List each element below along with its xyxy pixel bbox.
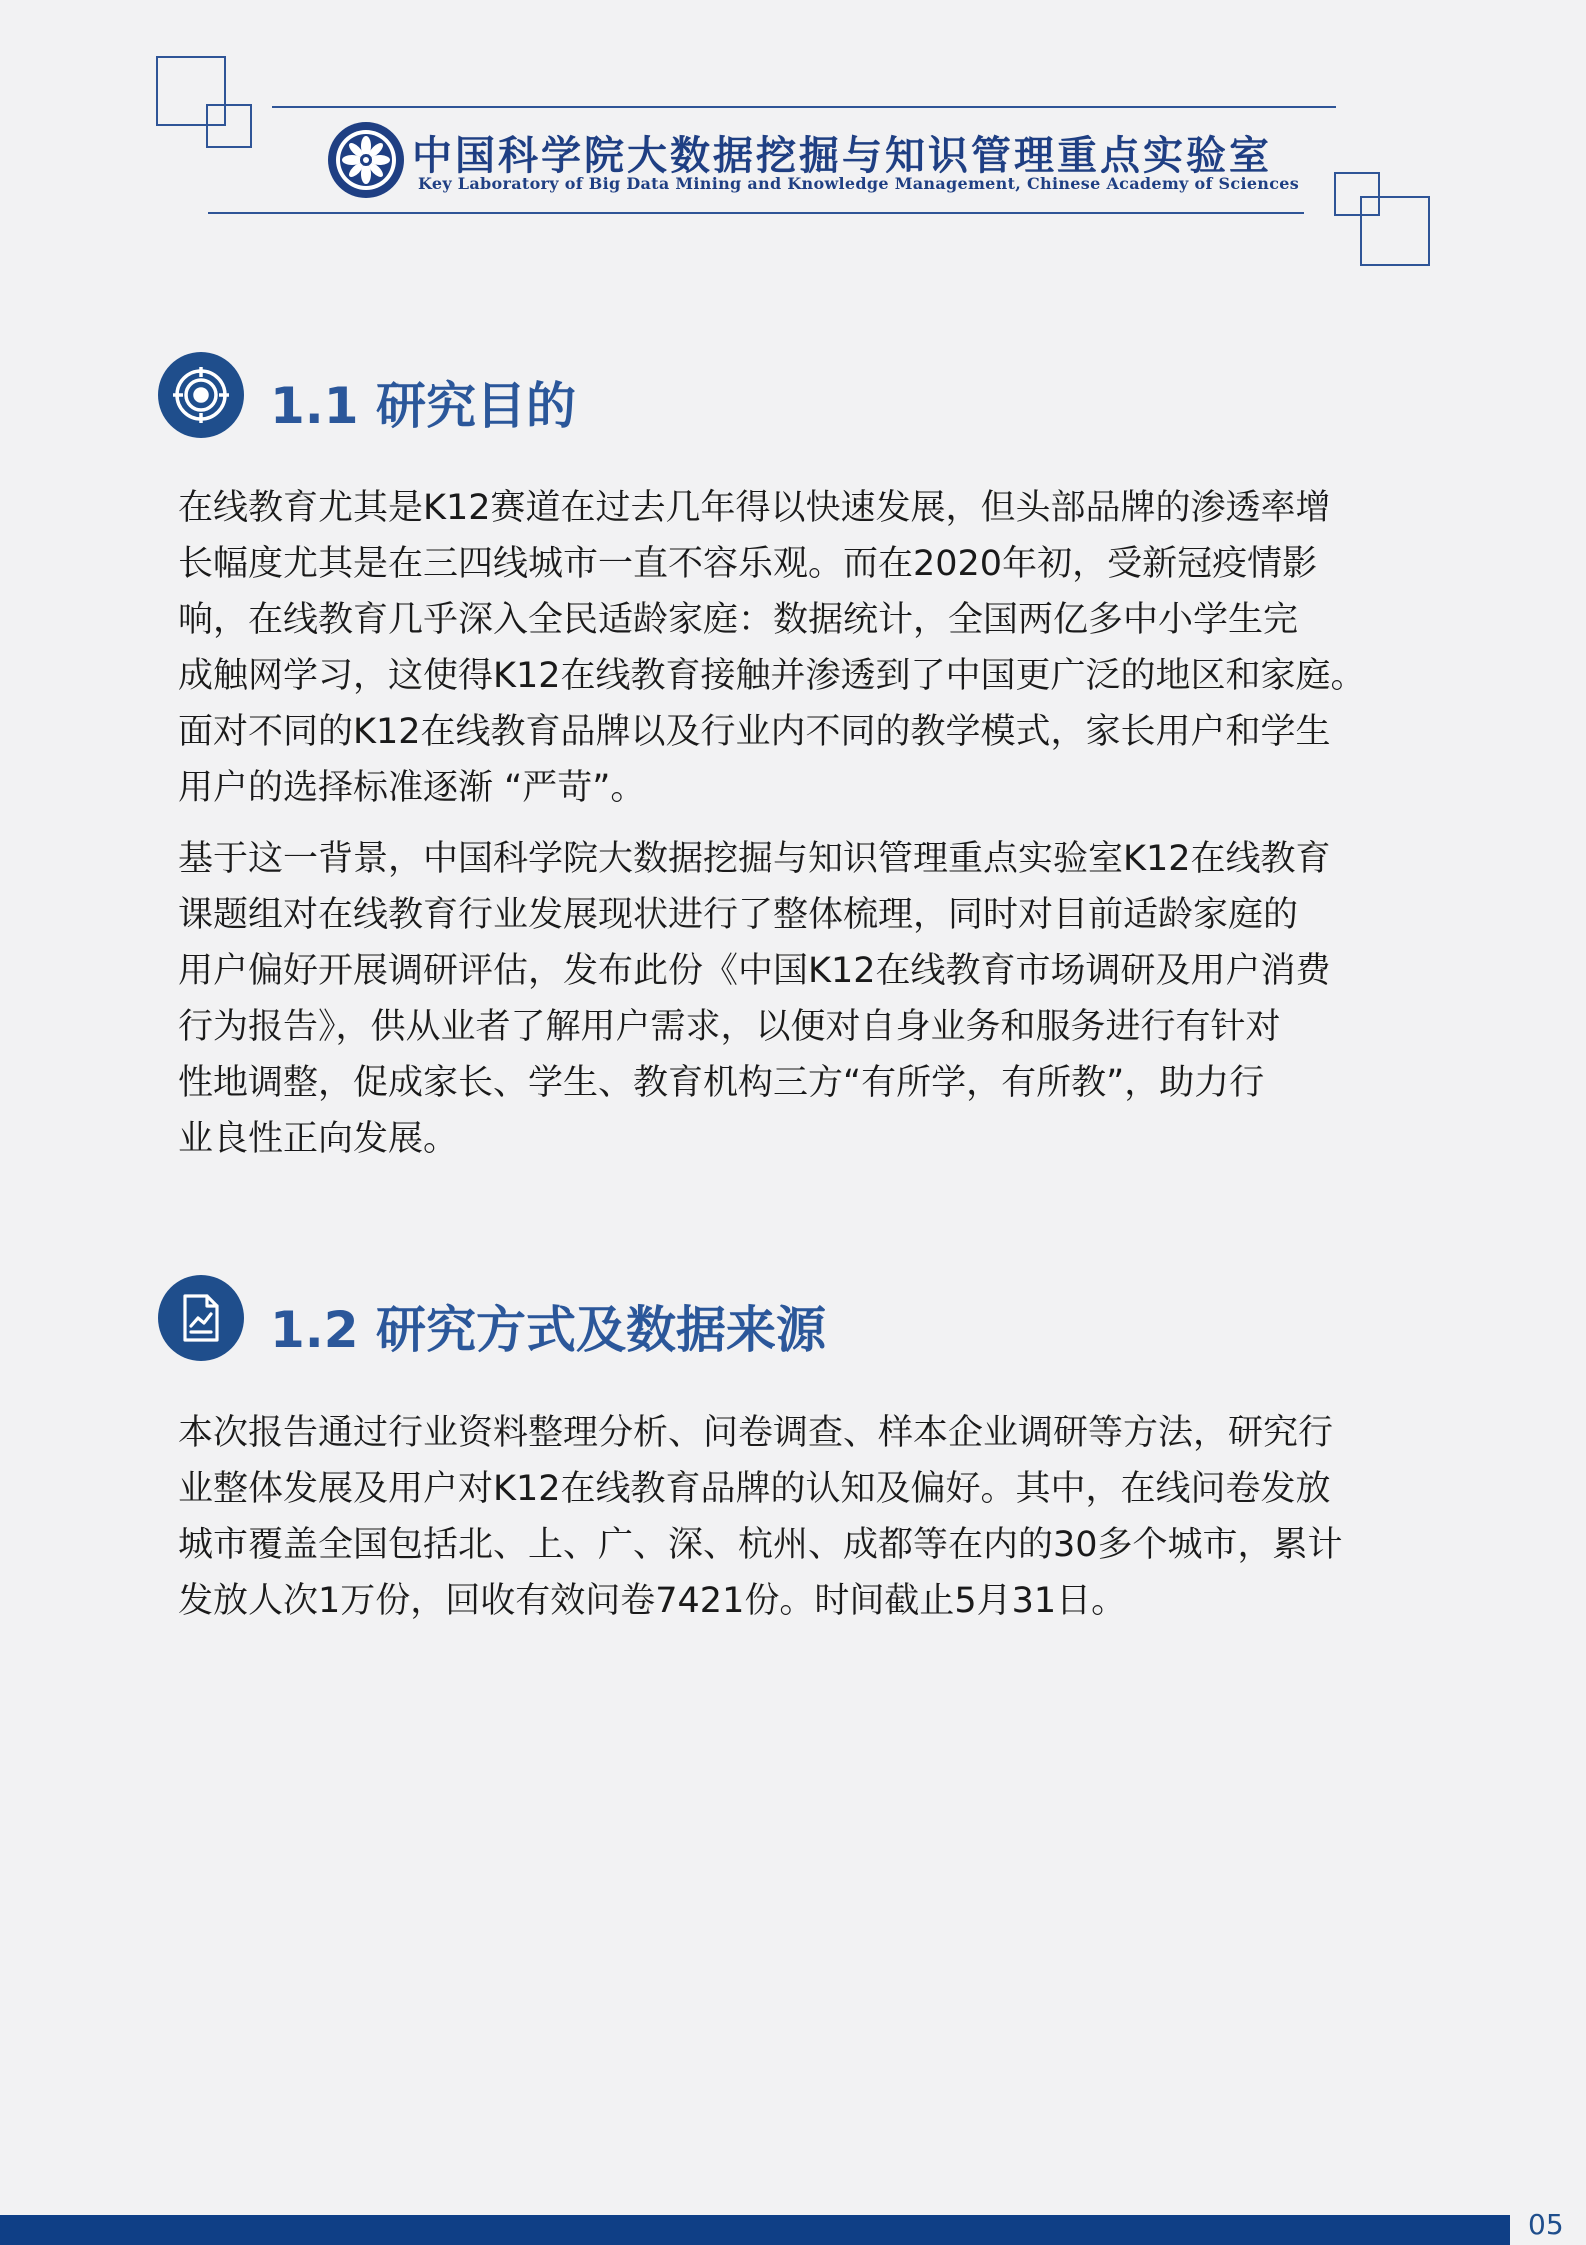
paragraph-line: 用户偏好开展调研评估，发布此份《中国K12在线教育市场调研及用户消费 xyxy=(178,951,1331,991)
target-icon xyxy=(158,352,244,438)
paragraph-line: 本次报告通过行业资料整理分析、问卷调查、样本企业调研等方法，研究行 xyxy=(178,1413,1334,1453)
paragraph-background xyxy=(178,480,1366,816)
header-rule-bottom xyxy=(208,212,1304,214)
report-chart-icon xyxy=(158,1275,244,1361)
paragraph-line: 用户的选择标准逐渐 “严苛”。 xyxy=(178,768,646,808)
paragraph-line: 发放人次1万份，回收有效问卷7421份。时间截止5月31日。 xyxy=(178,1581,1127,1621)
paragraph-line: 长幅度尤其是在三四线城市一直不容乐观。而在2020年初，受新冠疫情影 xyxy=(178,544,1318,584)
paragraph-line: 课题组对在线教育行业发展现状进行了整体梳理，同时对目前适龄家庭的 xyxy=(178,895,1299,935)
paragraph-line: 成触网学习，这使得K12在线教育接触并渗透到了中国更广泛的地区和家庭。 xyxy=(178,656,1366,696)
page-number: 05 xyxy=(1528,2208,1564,2241)
paragraph-method xyxy=(178,1405,1343,1629)
decor-square-top-right-large xyxy=(1360,196,1430,266)
lab-name-en: Key Laboratory of Big Data Mining and Knowledge Management, Chinese Academy of Sciences xyxy=(418,174,1300,193)
decor-square-top-left-small xyxy=(206,104,252,148)
footer-bar xyxy=(0,2215,1510,2245)
cas-emblem-icon xyxy=(326,120,406,200)
lab-name-cn: 中国科学院大数据挖掘与知识管理重点实验室 xyxy=(412,132,1272,179)
paragraph-line: 城市覆盖全国包括北、上、广、深、杭州、成都等在内的30多个城市，累计 xyxy=(178,1525,1343,1565)
paragraph-line: 行为报告》，供从业者了解用户需求，以便对自身业务和服务进行有针对 xyxy=(178,1007,1281,1047)
paragraph-line: 响，在线教育几乎深入全民适龄家庭：数据统计，全国两亿多中小学生完 xyxy=(178,600,1299,640)
paragraph-line: 业整体发展及用户对K12在线教育品牌的认知及偏好。其中，在线问卷发放 xyxy=(178,1469,1331,1509)
paragraph-line: 基于这一背景，中国科学院大数据挖掘与知识管理重点实验室K12在线教育 xyxy=(178,839,1331,879)
paragraph-purpose xyxy=(178,831,1331,1167)
header-rule-top xyxy=(272,106,1336,108)
section-title-1-2: 1.2 研究方式及数据来源 xyxy=(270,1301,826,1359)
paragraph-line: 面对不同的K12在线教育品牌以及行业内不同的教学模式，家长用户和学生 xyxy=(178,712,1331,752)
paragraph-line: 性地调整，促成家长、学生、教育机构三方“有所学，有所教”，助力行 xyxy=(178,1063,1265,1103)
paragraph-line: 在线教育尤其是K12赛道在过去几年得以快速发展，但头部品牌的渗透率增 xyxy=(178,488,1331,528)
section-title-1-1: 1.1 研究目的 xyxy=(270,377,576,435)
paragraph-line: 业良性正向发展。 xyxy=(178,1119,459,1159)
